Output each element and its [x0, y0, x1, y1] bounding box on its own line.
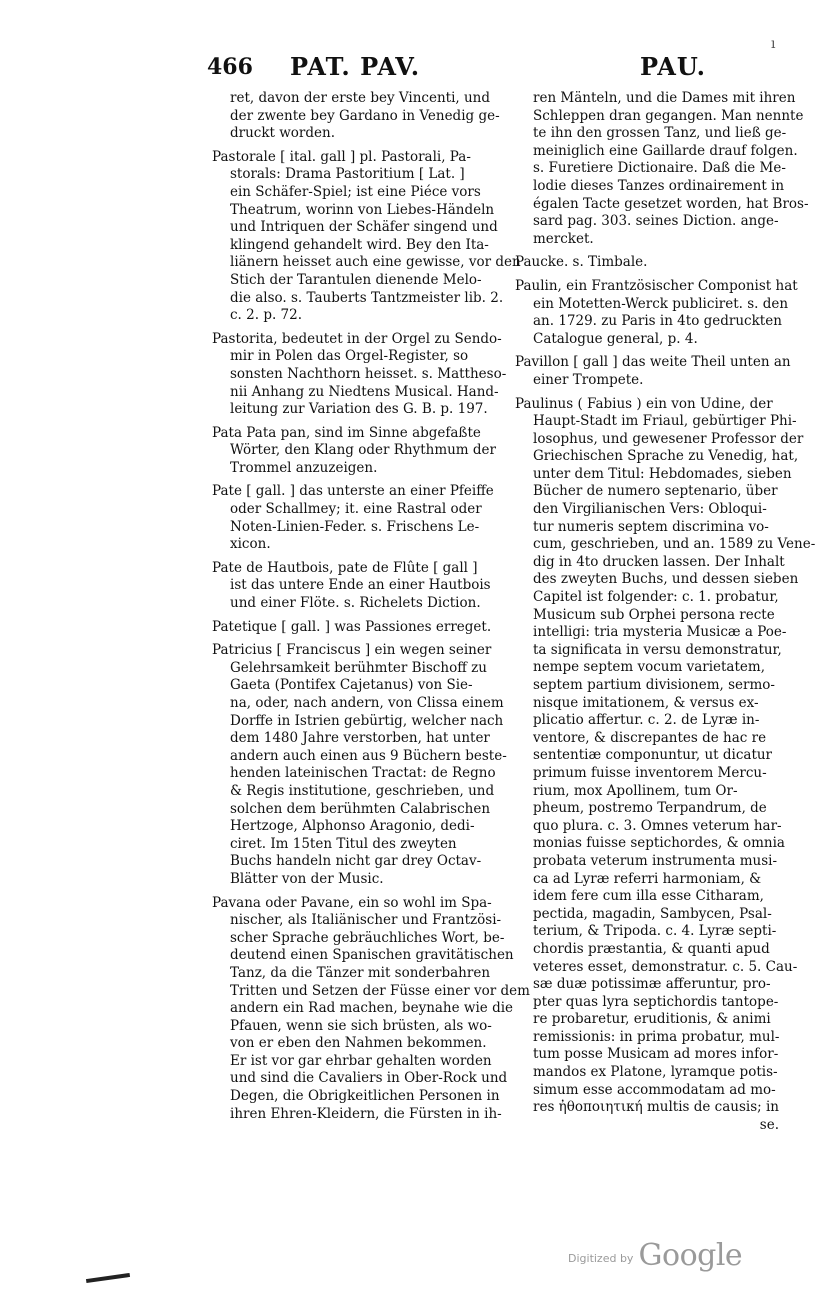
text-line: Hertzoge, Alphonso Aragonio, dedi- [230, 818, 475, 835]
text-line: septem partium divisionem, sermo- [533, 677, 775, 693]
text-line: Bücher de numero septenario, über [533, 483, 778, 500]
text-line: ihren Ehren-Kleidern, die Fürsten in ih- [230, 1105, 502, 1122]
text-line: ein Motetten-Werck publiciret. s. den [533, 295, 789, 312]
text-line: und sind die Cavaliers in Ober-Rock und [230, 1070, 508, 1087]
text-line: Pastorita, bedeutet in der Orgel zu Sendo- [212, 330, 502, 347]
text-line: sæ duæ potissimæ afferuntur, pro- [533, 976, 771, 993]
text-line: Patricius [ Franciscus ] ein wegen seiner [212, 642, 492, 659]
text-line: ventore, & discrepantes de hac re [533, 729, 767, 746]
text-line: Pate de Hautbois, pate de Flûte [ gall ] [212, 559, 478, 576]
text-line: re probaretur, eruditionis, & animi [533, 1011, 771, 1028]
text-line: ciret. Im 15ten Titul des zweyten [230, 835, 457, 852]
text-line: andern ein Rad machen, beynahe wie die [230, 1000, 514, 1017]
text-line: andern auch einen aus 9 Büchern beste- [230, 747, 507, 764]
text-line: henden lateinischen Tractat: de Regno [230, 765, 496, 782]
text-line: pter quas lyra septichordis tantope- [533, 993, 779, 1010]
text-line: Catalogue general, p. 4. [533, 330, 698, 347]
text-line: pheum, postremo Terpandrum, de [533, 800, 767, 817]
text-line: scher Sprache gebräuchliches Wort, be- [230, 929, 505, 946]
text-line: solchen dem berühmten Calabrischen [230, 800, 491, 817]
text-line: Musicum sub Orphei persona recte [533, 606, 775, 623]
text-line: Gaeta (Pontifex Cajetanus) von Sie- [230, 677, 473, 694]
text-line: ren Mänteln, und die Dames mit ihren [533, 90, 796, 106]
text-line: Blätter von der Music. [230, 870, 384, 887]
text-line: und Intriquen der Schäfer singend und [230, 219, 498, 236]
text-line: rium, mox Apollinem, tum Or- [533, 782, 738, 799]
text-line: storals: Drama Pastoritium [ Lat. ] [230, 166, 465, 183]
text-line: Tritten und Setzen der Füsse einer vor dem [230, 982, 530, 999]
text-line: Pavana oder Pavane, ein so wohl im Spa- [212, 894, 492, 911]
text-line: probata veterum instrumenta musi- [533, 852, 778, 869]
text-line: quo plura. c. 3. Omnes veterum har- [533, 817, 782, 834]
text-line: meiniglich eine Gaillarde drauf folgen. [533, 142, 798, 159]
text-line: Capitel ist folgender: c. 1. probatur, [533, 589, 779, 606]
text-line: ta significata in versu demonstratur, [533, 641, 782, 658]
text-line: veteres esset, demonstratur. c. 5. Cau- [533, 958, 798, 975]
text-line: idem fere cum illa esse Citharam, [533, 888, 764, 905]
text-line: Pata Pata pan, sind im Sinne abgefaßte [212, 424, 481, 441]
text-line: leitung zur Variation des G. B. p. 197. [230, 401, 488, 418]
text-line: Haupt-Stadt im Friaul, gebürtiger Phi- [533, 413, 797, 430]
text-line: c. 2. p. 72. [230, 307, 303, 324]
text-line: druckt worden. [230, 125, 336, 142]
google-logo: Google [638, 1238, 743, 1273]
text-line: Stich der Tarantulen dienende Melo- [230, 271, 482, 288]
text-line: Theatrum, worinn von Liebes-Händeln [230, 201, 495, 218]
text-line: & Regis institutione, geschrieben, und [230, 782, 495, 799]
text-line: losophus, und gewesener Professor der [533, 430, 804, 447]
text-line: sard pag. 303. seines Diction. ange- [533, 213, 779, 230]
text-line: terium, & Tripoda. c. 4. Lyræ septi- [533, 923, 777, 940]
text-line: sonsten Nachthorn heisset. s. Mattheso- [230, 365, 507, 382]
text-line: Paucke. s. Timbale. [515, 254, 648, 271]
text-line: Schleppen dran gegangen. Man nennte [533, 107, 804, 124]
running-head-right: PAU. [640, 52, 707, 81]
text-line: s. Furetiere Dictionaire. Daß die Me- [533, 160, 786, 177]
text-line: ca ad Lyræ referri harmoniam, & [533, 870, 762, 887]
text-line: Pfauen, wenn sie sich brüsten, als wo- [230, 1017, 492, 1034]
text-line: na, oder, nach andern, von Clissa einem [230, 695, 504, 711]
text-line: und einer Flöte. s. Richelets Diction. [230, 595, 481, 612]
text-line: cum, geschrieben, und an. 1589 zu Vene- [533, 536, 816, 553]
text-line: Pavillon [ gall ] das weite Theil unten an [515, 354, 791, 371]
text-line: Gelehrsamkeit berühmter Bischoff zu [230, 659, 487, 676]
text-line: Degen, die Obrigkeitlichen Personen in [230, 1088, 500, 1105]
text-line: Wörter, den Klang oder Rhythmum der [230, 442, 496, 459]
text-line: nempe septem vocum varietatem, [533, 659, 765, 676]
text-line: nisque imitationem, & versus ex- [533, 694, 759, 711]
text-line: einer Trompete. [533, 371, 644, 388]
text-line: oder Schallmey; it. eine Rastral oder [230, 501, 482, 518]
text-line: plicatio affertur. c. 2. de Lyræ in- [533, 712, 760, 729]
text-line: remissionis: in prima probatur, mul- [533, 1028, 780, 1045]
text-line: monias fuisse septichordes, & omnia [533, 835, 785, 852]
text-line: dig in 4to drucken lassen. Der Inhalt [533, 553, 785, 570]
text-line: ist das untere Ende an einer Hautbois [230, 577, 491, 594]
text-line: Dorffe in Istrien gebürtig, welcher nach [230, 712, 504, 729]
text-line: Trommel anzuzeigen. [230, 459, 378, 476]
text-line: deutend einen Spanischen gravitätischen [230, 947, 514, 964]
text-line: chordis præstantia, & quanti apud [533, 940, 770, 957]
right-text-column [515, 90, 816, 1134]
text-line: des zweyten Buchs, und dessen sieben [533, 571, 799, 588]
text-line: die also. s. Tauberts Tantzmeister lib. 2. [230, 289, 504, 306]
text-line: Paulinus ( Fabius ) ein von Udine, der [515, 395, 773, 412]
text-line: nii Anhang zu Niedtens Musical. Hand- [230, 383, 499, 400]
running-head-left: PAT. PAV. [290, 52, 421, 81]
text-line: Patetique [ gall. ] was Passiones erreget. [212, 618, 492, 635]
text-line: primum fuisse inventorem Mercu- [533, 764, 767, 781]
text-line: simum esse accommodatam ad mo- [533, 1081, 776, 1098]
digitized-by-google-watermark [568, 1238, 742, 1273]
text-line: Buchs handeln nicht gar drey Octav- [230, 853, 482, 870]
text-line: ret, davon der erste bey Vincenti, und [230, 90, 491, 106]
text-line: den Virgilianischen Vers: Obloqui- [533, 501, 767, 518]
text-line: Tanz, da die Tänzer mit sonderbahren [230, 964, 491, 981]
text-line: unter dem Titul: Hebdomades, sieben [533, 465, 792, 482]
text-line: Pastorale [ ital. gall ] pl. Pastorali, Pa- [212, 148, 471, 165]
text-line: xicon. [230, 536, 271, 553]
text-line: nischer, als Italiänischer und Frantzösi- [230, 912, 502, 929]
text-line: an. 1729. zu Paris in 4to gedruckten [533, 313, 782, 330]
text-line: Noten-Linien-Feder. s. Frischens Le- [230, 518, 480, 535]
text-line: sententiæ componuntur, ut dicatur [533, 747, 773, 764]
text-line: égalen Tacte gesetzet worden, hat Bros- [533, 195, 809, 212]
text-line: der zwente bey Gardano in Venedig ge- [230, 107, 500, 124]
text-line: ein Schäfer-Spiel; ist eine Piéce vors [230, 183, 481, 200]
text-line: te ihn den grossen Tanz, und ließ ge- [533, 125, 787, 142]
left-text-column [212, 90, 530, 1123]
text-line: mandos ex Platone, lyramque potis- [533, 1064, 778, 1081]
text-line: liänern heisset auch eine gewisse, vor den [230, 254, 521, 271]
text-line: Paulin, ein Frantzösischer Componist hat [515, 277, 798, 294]
text-line: dem 1480 Jahre verstorben, hat unter [230, 730, 490, 747]
text-line: von er eben den Nahmen bekommen. [230, 1035, 487, 1052]
text-line: mir in Polen das Orgel-Register, so [230, 348, 469, 365]
text-line: lodie dieses Tanzes ordinairement in [533, 177, 785, 194]
text-line: klingend gehandelt wird. Bey den Ita- [230, 236, 489, 253]
text-line: se. [759, 1116, 779, 1133]
text-line: mercket. [533, 230, 594, 247]
text-line: intelligi: tria mysteria Musicæ a Poe- [533, 624, 787, 641]
page-corner-mark: ı [771, 36, 776, 52]
digitized-by-label: Digitized by [568, 1252, 634, 1265]
page-number: 466 [207, 54, 253, 80]
text-line: Pate [ gall. ] das unterste an einer Pfeiffe [212, 483, 494, 500]
scan-smudge-mark [86, 1273, 130, 1283]
text-line: res ἠθοποιητική multis de causis; in [533, 1099, 779, 1116]
text-line: Er ist vor gar ehrbar gehalten worden [230, 1052, 492, 1069]
text-line: Griechischen Sprache zu Venedig, hat, [533, 448, 799, 465]
text-line: pectida, magadin, Sambycen, Psal- [533, 905, 772, 922]
text-line: tum posse Musicam ad mores infor- [533, 1046, 779, 1063]
text-line: tur numeris septem discrimina vo- [533, 518, 769, 535]
